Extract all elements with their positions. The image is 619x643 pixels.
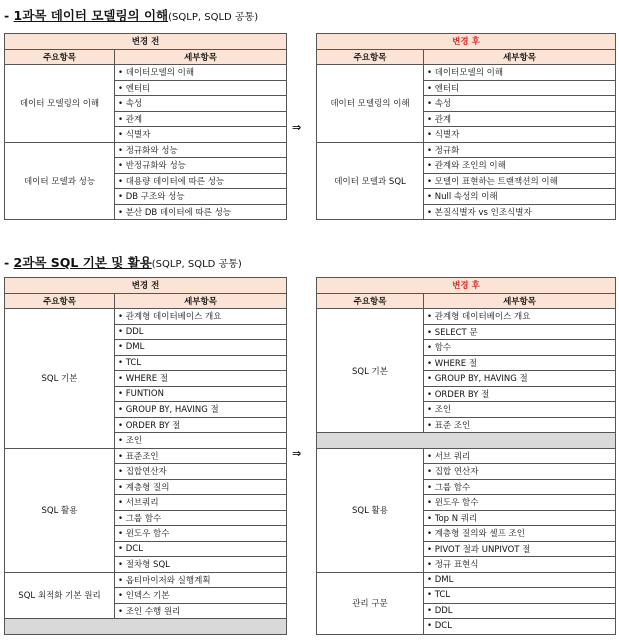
detail-item: • DB 구조와 성능 [115, 189, 287, 205]
detail-item: • 속성 [115, 96, 287, 112]
main-item: 데이터 모델과 SQL [317, 142, 424, 220]
detail-item: • 관계형 데이터베이스 개요 [424, 309, 616, 325]
col-detail-header: 세부항목 [115, 293, 287, 309]
detail-item: • 엔터티 [115, 80, 287, 96]
detail-item: • DML [115, 340, 287, 356]
section2-after-table [316, 277, 616, 635]
detail-item: • 분산 DB 데이터에 따른 성능 [115, 204, 287, 220]
detail-item: • 그룹 함수 [424, 479, 616, 495]
detail-item: • 정규화 [424, 142, 616, 158]
main-item: SQL 기본 [317, 309, 424, 433]
detail-item: • 인덱스 기본 [115, 588, 287, 604]
detail-item: • 데이터모델의 이해 [115, 65, 287, 81]
detail-item: • TCL [115, 355, 287, 371]
col-detail-header: 세부항목 [424, 293, 616, 309]
detail-item: • 절차형 SQL [115, 557, 287, 573]
detail-item: • 엔터티 [424, 80, 616, 96]
empty-gray-row [317, 433, 616, 449]
main-item: SQL 활용 [317, 448, 424, 572]
detail-item: • FUNTION [115, 386, 287, 402]
detail-item: • 식별자 [424, 127, 616, 143]
detail-item: • 서브쿼리 [115, 495, 287, 511]
detail-item: • WHERE 절 [424, 355, 616, 371]
col-main-header: 주요항목 [317, 49, 424, 65]
detail-item: • 반정규화와 성능 [115, 158, 287, 174]
section1-after-table [316, 33, 616, 220]
detail-item: • Top N 쿼리 [424, 510, 616, 526]
detail-item: • 관계형 데이터베이스 개요 [115, 309, 287, 325]
main-item: 데이터 모델과 성능 [5, 142, 115, 220]
detail-item: • 서브 쿼리 [424, 448, 616, 464]
detail-item: • DDL [424, 603, 616, 619]
empty-gray-row [5, 619, 287, 635]
detail-item: • WHERE 절 [115, 371, 287, 387]
detail-item: • 관계와 조인의 이해 [424, 158, 616, 174]
detail-item: • 계층형 질의 [115, 479, 287, 495]
detail-item: • 속성 [424, 96, 616, 112]
col-detail-header: 세부항목 [115, 49, 287, 65]
col-main-header: 주요항목 [5, 293, 115, 309]
detail-item: • 계층형 질의와 셀프 조인 [424, 526, 616, 542]
main-item: 관리 구문 [317, 572, 424, 634]
main-item: 데이터 모델링의 이해 [5, 65, 115, 143]
main-item: SQL 최적화 기본 원리 [5, 572, 115, 619]
main-item: 데이터 모델링의 이해 [317, 65, 424, 143]
detail-item: • 윈도우 함수 [115, 526, 287, 542]
detail-item: • 조인 수행 원리 [115, 603, 287, 619]
arrow-icon: ⇒ [292, 447, 302, 460]
before-header: 변경 전 [5, 34, 287, 50]
detail-item: • 표준조인 [115, 448, 287, 464]
detail-item: • ORDER BY 절 [424, 386, 616, 402]
detail-item: • 집합연산자 [115, 464, 287, 480]
section1-title: - 1과목 데이터 모델링의 이해(SQLP, SQLD 공통) [4, 8, 259, 23]
detail-item: • 관계 [115, 111, 287, 127]
detail-item: • ORDER BY 절 [115, 417, 287, 433]
detail-item: • GROUP BY, HAVING 절 [115, 402, 287, 418]
detail-item: • 본질식별자 vs 인조식별자 [424, 204, 616, 220]
before-header: 변경 전 [5, 278, 287, 294]
section2-before-table [4, 277, 287, 635]
main-item: SQL 활용 [5, 448, 115, 572]
col-main-header: 주요항목 [317, 293, 424, 309]
detail-item: • 관계 [424, 111, 616, 127]
detail-item: • 옵티마이저와 실행계획 [115, 572, 287, 588]
detail-item: • TCL [424, 588, 616, 604]
detail-item: • DCL [115, 541, 287, 557]
detail-item: • DDL [115, 324, 287, 340]
detail-item: • DCL [424, 619, 616, 635]
detail-item: • 정규 표현식 [424, 557, 616, 573]
detail-item: • 정규화와 성능 [115, 142, 287, 158]
section1-before-table [4, 33, 287, 220]
detail-item: • 표준 조인 [424, 417, 616, 433]
detail-item: • PIVOT 절과 UNPIVOT 절 [424, 541, 616, 557]
section2-title: - 2과목 SQL 기본 및 활용(SQLP, SQLD 공통) [4, 255, 242, 270]
detail-item: • Null 속성의 이해 [424, 189, 616, 205]
detail-item: • DML [424, 572, 616, 588]
col-detail-header: 세부항목 [424, 49, 616, 65]
detail-item: • 집합 연산자 [424, 464, 616, 480]
arrow-icon: ⇒ [292, 121, 302, 134]
detail-item: • 윈도우 함수 [424, 495, 616, 511]
detail-item: • 식별자 [115, 127, 287, 143]
detail-item: • 조인 [115, 433, 287, 449]
detail-item: • SELECT 문 [424, 324, 616, 340]
detail-item: • 조인 [424, 402, 616, 418]
after-header: 변경 후 [317, 34, 616, 50]
col-main-header: 주요항목 [5, 49, 115, 65]
detail-item: • 대용량 데이터에 따른 성능 [115, 173, 287, 189]
detail-item: • 함수 [424, 340, 616, 356]
main-item: SQL 기본 [5, 309, 115, 449]
detail-item: • 그룹 함수 [115, 510, 287, 526]
detail-item: • GROUP BY, HAVING 절 [424, 371, 616, 387]
after-header: 변경 후 [317, 278, 616, 294]
detail-item: • 데이터모델의 이해 [424, 65, 616, 81]
detail-item: • 모델이 표현하는 트랜잭션의 이해 [424, 173, 616, 189]
